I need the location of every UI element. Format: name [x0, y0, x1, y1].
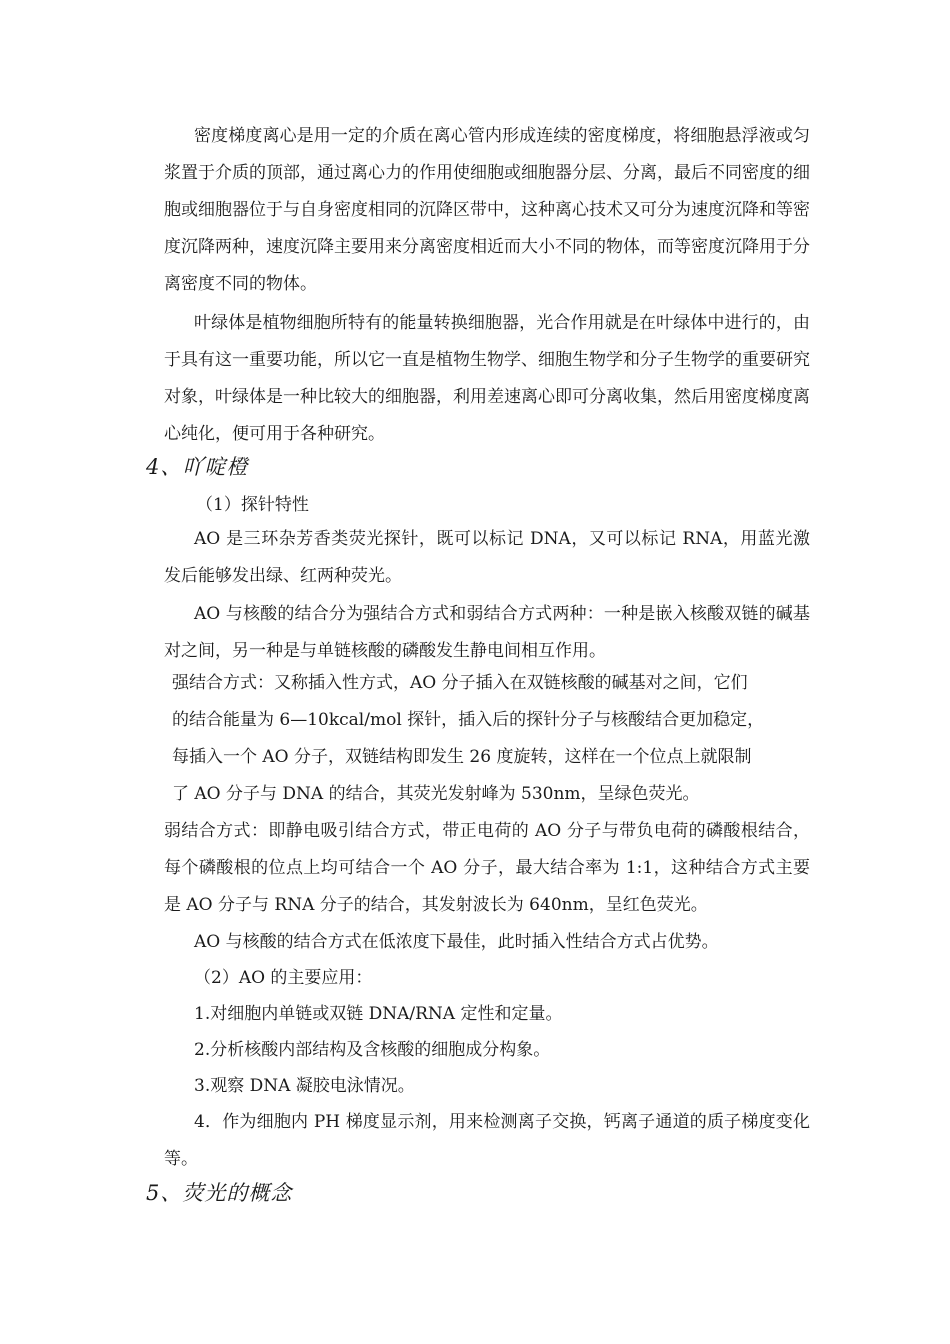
- application-item-3: 3.观察 DNA 凝胶电泳情况。: [194, 1076, 415, 1096]
- paragraph-weak-binding: 弱结合方式：即静电吸引结合方式，带正电荷的 AO 分子与带负电荷的磷酸根结合，每个磷酸根的位点上均可结合一个 AO 分子，最大结合率为 1:1，这种结合方式主要是 AO 分子与 RNA 分子的结合，其发射波长为 640nm，呈红色荧光。: [164, 821, 810, 915]
- application-item-4: 4．作为细胞内 PH 梯度显示剂，用来检测离子交换，钙离子通道的质子梯度变化等。: [164, 1112, 810, 1169]
- paragraph-density-gradient: 密度梯度离心是用一定的介质在离心管内形成连续的密度梯度，将细胞悬浮液或匀浆置于介质的顶部，通过离心力的作用使细胞或细胞器分层、分离，最后不同密度的细胞或细胞器位于与自身密度相同的沉降区带中，这种离心技术又可分为速度沉降和等密度沉降两种，速度沉降主要用来分离密度相近而大小不同的物体，而等密度沉降用于分离密度不同的物体。: [164, 126, 810, 294]
- section-heading-fluorescence-concept: 5、荧光的概念: [146, 1181, 293, 1205]
- strong-binding-line-4: 了 AO 分子与 DNA 的结合，其荧光发射峰为 530nm，呈绿色荧光。: [172, 784, 700, 804]
- application-item-2: 2.分析核酸内部结构及含核酸的细胞成分构象。: [194, 1040, 551, 1060]
- strong-binding-line-2: 的结合能量为 6—10kcal/mol 探针，插入后的探针分子与核酸结合更加稳定，: [172, 710, 765, 730]
- paragraph-chloroplast: 叶绿体是植物细胞所特有的能量转换细胞器，光合作用就是在叶绿体中进行的，由于具有这一重要功能，所以它一直是植物生物学、细胞生物学和分子生物学的重要研究对象，叶绿体是一种比较大的细胞器，利用差速离心即可分离收集，然后用密度梯度离心纯化，便可用于各种研究。: [164, 313, 810, 444]
- subheading-main-applications: （2）AO 的主要应用：: [194, 968, 373, 988]
- paragraph-low-concentration: AO 与核酸的结合方式在低浓度下最佳，此时插入性结合方式占优势。: [194, 932, 719, 952]
- strong-binding-line-3: 每插入一个 AO 分子，双链结构即发生 26 度旋转，这样在一个位点上就限制: [172, 747, 752, 767]
- paragraph-binding-modes: AO 与核酸的结合分为强结合方式和弱结合方式两种：一种是嵌入核酸双链的碱基对之间，另一种是与单链核酸的磷酸发生静电间相互作用。: [164, 604, 810, 661]
- application-item-1: 1.对细胞内单链或双链 DNA/RNA 定性和定量。: [194, 1004, 563, 1024]
- section-heading-acridine-orange: 4、吖啶橙: [146, 455, 249, 479]
- strong-binding-line-1: 强结合方式：又称插入性方式，AO 分子插入在双链核酸的碱基对之间，它们: [172, 673, 748, 693]
- paragraph-ao-probe: AO 是三环杂芳香类荧光探针，既可以标记 DNA，又可以标记 RNA，用蓝光激发后能够发出绿、红两种荧光。: [164, 529, 810, 586]
- subheading-probe-properties: （1）探针特性: [196, 495, 309, 515]
